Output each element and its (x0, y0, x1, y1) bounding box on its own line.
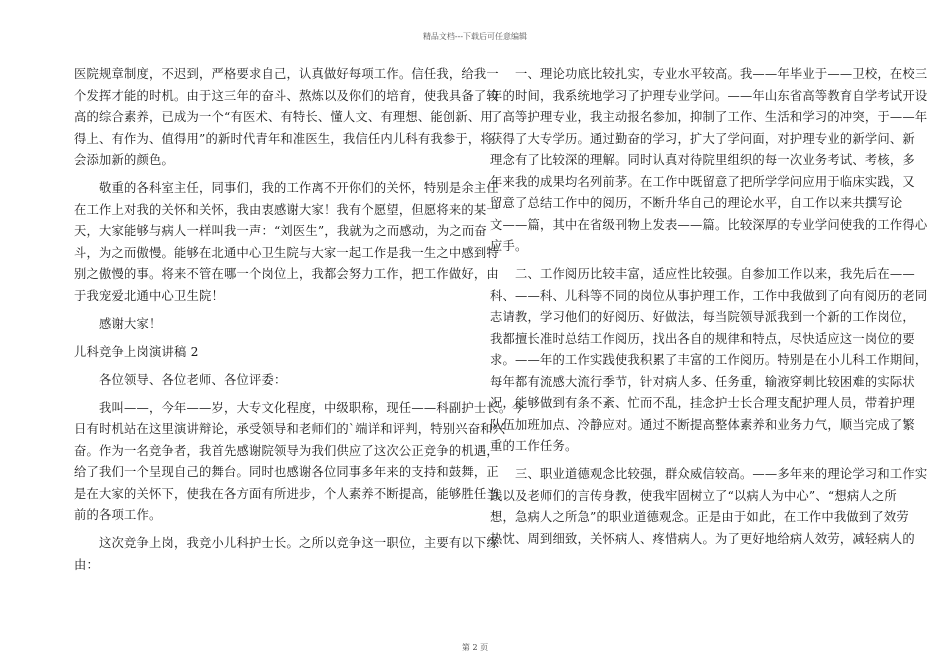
text-line: 各位领导、各位老师、各位评委： (74, 372, 287, 387)
text-line: 个发挥才能的时机。由于这三年的奋斗、熬炼以及你们的培育，使我具备了较 (74, 88, 499, 103)
text-line: 奋。作为一名竞争者，我首先感谢院领导为我们供应了这次公正竞争的机遇， (74, 443, 499, 458)
text-line: 理念有了比较深的理解。同时认真对待院里组织的每一次业务考试、考核，多 (490, 153, 915, 167)
text-line: 三、职业道德观念比较强，群众威信较高。——多年来的理论学习和工作实 (490, 467, 928, 481)
text-line: 给了我们一个呈现自己的舞台。同时也感谢各位同事多年来的支持和鼓舞，正 (74, 465, 499, 479)
text-line: 二、工作阅历比较丰富，适应性比较强。自参加工作以来，我先后在—— (490, 267, 915, 281)
text-line: 热忱、周到细致，关怀病人、疼惜病人。为了更好地给病人效劳，减轻病人的 (490, 531, 915, 546)
text-line: 文——篇，其中在省级刊物上发表——篇。比较深厚的专业学问使我的工作得心 (490, 217, 928, 232)
text-line: 前的各项工作。 (74, 508, 162, 522)
text-line: 队伍加班加点、冷静应对。通过不断提高整体素养和业务力气，顺当完成了繁 (490, 417, 915, 432)
text-line: 医院规章制度，不迟到，严格要求自己，认真做好每项工作。信任我，给我一 (74, 67, 499, 81)
text-line: 想，急病人之所急”的职业道德观念。正是由于如此，在工作中我做到了效劳 (490, 510, 909, 524)
text-line: 于我宠爱北通中心卫生院！ (74, 288, 224, 303)
text-line: 是在大家的关怀下，使我在各方面有所进步，个人素养不断提高，能够胜任当 (74, 486, 499, 501)
text-line: 天，大家能够与病人一样叫我一声：“刘医生”，我就为之而感动，为之而奋 (74, 224, 487, 238)
text-line: 况，能够做到有条不紊、忙而不乱，挂念护士长合理支配护理人员，带着护理 (490, 396, 915, 410)
text-line: 这次竞争上岗，我竞小儿科护士长。之所以竞争这一职位，主要有以下缘 (74, 536, 499, 550)
text-line: 一、理论功底比较扎实，专业水平较高。我——年毕业于——卫校，在校三 (490, 67, 928, 81)
text-line: 志请教，学习他们的好阅历、好做法，每当院领导派我到一个新的工作岗位， (490, 310, 915, 324)
text-line: 践以及老师们的言传身教，使我牢固树立了“以病人为中心”、“想病人之所 (490, 488, 897, 503)
text-line: 应手。 (490, 239, 528, 253)
text-line: 年来我的成果均名列前茅。在工作中既留意了把所学学问应用于临床实践，又 (490, 174, 915, 189)
text-line: 日有时机站在这里演讲辩论，承受领导和老师们的`端详和评判，特别兴奋和兴 (74, 422, 506, 436)
text-line: 获得了大专学历。通过勤奋的学习，扩大了学问面，对护理专业的新学问、新 (490, 131, 915, 146)
text-line: 在工作上对我的关怀和关怀，我由衷感谢大家！我有个愿望，但愿将来的某一 (74, 202, 499, 217)
text-line: 留意了总结工作中的阅历，不断升华自己的理论水平，自工作以来共撰写论 (490, 196, 903, 210)
text-line: 我都擅长准时总结工作阅历，找出各自的规律和特点，尽快适应这一岗位的要 (490, 331, 915, 346)
text-line: 了高等护理专业，我主动报名参加，抑制了工作、生活和学习的冲突，于——年 (490, 110, 928, 124)
text-line: 求。——年的工作实践使我积累了丰富的工作阅历。特别是在小儿科工作期间， (490, 353, 928, 367)
text-line: 得上、有作为、值得用”的新时代青年和准医生，我信任内儿科有我参于，将 (74, 131, 493, 146)
text-line: 我叫——，今年——岁，大专文化程度，中级职称，现任——科副护士长。今 (74, 400, 524, 415)
text-line: 儿科竞争上岗演讲稿 2 (74, 344, 199, 359)
text-line: 别之傲慢的事。将来不管在哪一个岗位上，我都会努力工作，把工作做好，由 (74, 267, 499, 281)
text-line: 由： (74, 557, 99, 572)
text-line: 斗，为之而傲慢。能够在北通中心卫生院与大家一起工作是我一生之中感到特 (74, 245, 499, 260)
text-line: 重的工作任务。 (490, 439, 578, 453)
page-number: 第 2 页 (461, 643, 489, 652)
text-line: 敬重的各科室主任，同事们，我的工作离不开你们的关怀，特别是余主任 (74, 181, 499, 195)
right-text-column (490, 64, 928, 550)
text-line: 每年都有流感大流行季节，针对病人多、任务重，输液穿刺比较困难的实际状 (490, 374, 915, 389)
page-header: 精品文档---下载后可任意编辑 (422, 32, 528, 41)
text-line: 科、——科、儿科等不同的岗位从事护理工作，工作中我做到了向有阅历的老同 (490, 288, 928, 303)
text-line: 年的时间，我系统地学习了护理专业学问。——年山东省高等教育自学考试开设 (490, 88, 928, 103)
text-line: 会添加新的颜色。 (74, 153, 174, 167)
text-line: 感谢大家！ (74, 316, 162, 331)
text-line: 高的综合素养，已成为一个“有医术、有特长、懂人文、有理想、能创新、用 (74, 110, 493, 124)
